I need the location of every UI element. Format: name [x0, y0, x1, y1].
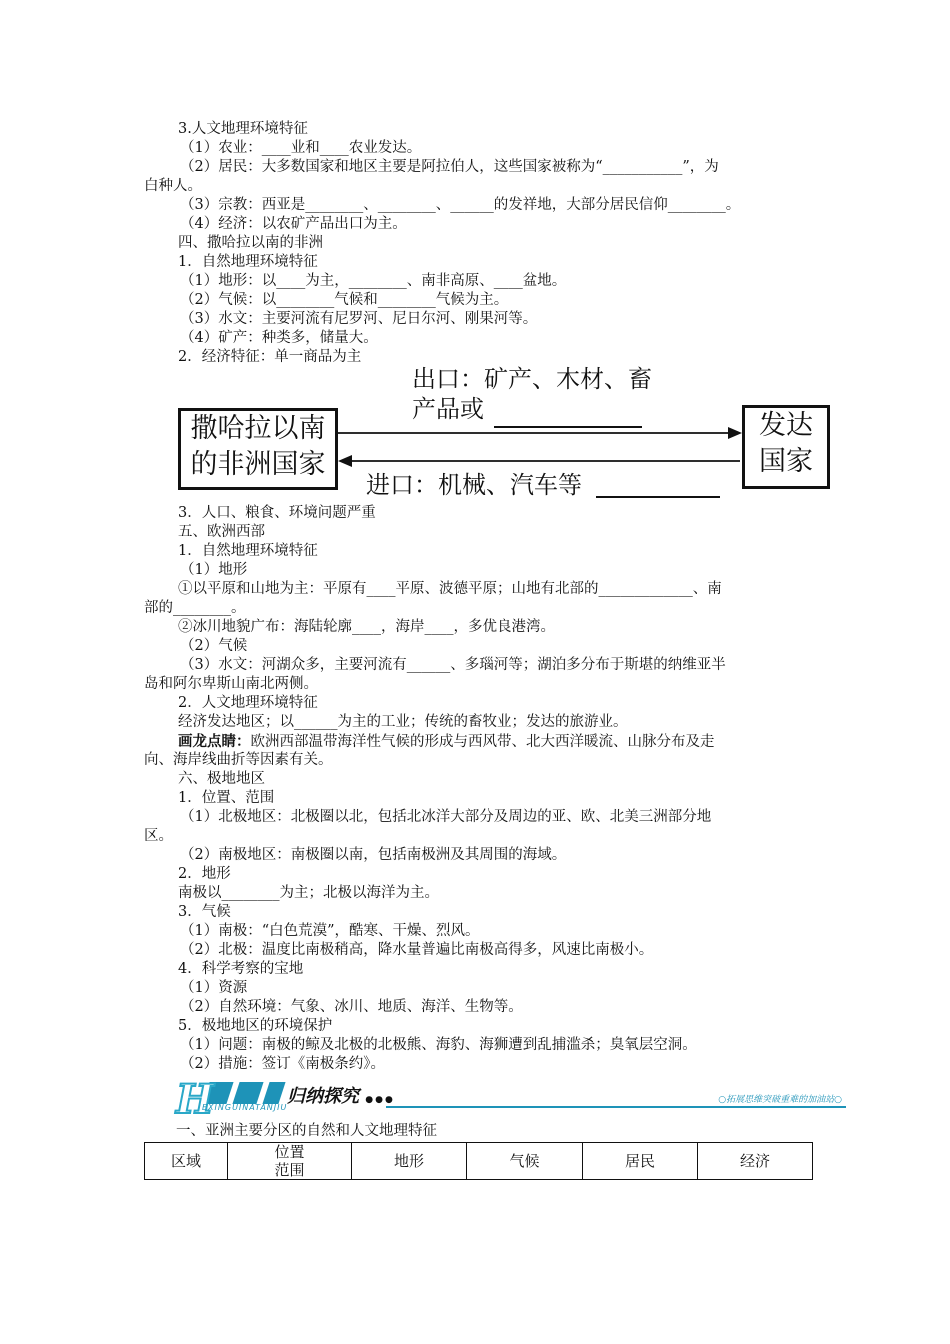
text-line [180, 310, 537, 329]
left-box-line-1: 撒哈拉以南 [190, 413, 326, 444]
text-line [180, 158, 719, 177]
line-text: 白种人。 [144, 178, 202, 194]
banner-right-text: ○拓展思维突破重难的加油站○ [718, 1095, 842, 1105]
text-line [180, 139, 421, 158]
text-line [180, 215, 407, 234]
line-text: （4）矿产：种类多，储量大。 [180, 330, 378, 346]
line-text: （1）地形 [180, 562, 248, 578]
export-label-line-1: 出口：矿产、木材、畜 [412, 365, 652, 393]
table-header-cell: 气候 [467, 1143, 583, 1180]
text-line [144, 599, 246, 618]
text-line [180, 196, 740, 215]
banner-subtitle: EXINGUINATANJIU [202, 1103, 288, 1112]
line-text: （2）措施：签订《南极条约》。 [180, 1056, 385, 1072]
text-line [178, 504, 376, 523]
line-text: （2）自然环境：气象、冰川、地质、海洋、生物等。 [180, 999, 523, 1015]
line-text: 南极以________为主；北极以海洋为主。 [178, 885, 439, 901]
import-blank [596, 496, 720, 498]
bold-lead: 画龙点睛： [178, 733, 251, 750]
text-line [178, 253, 318, 272]
table-header-row [145, 1143, 813, 1180]
table-header-position-line: 范围 [274, 1161, 305, 1179]
text-line [180, 329, 378, 348]
text-line [180, 922, 480, 941]
text-line [180, 637, 247, 656]
text-line [180, 1055, 385, 1074]
export-arrow [338, 427, 742, 439]
text-line [180, 808, 711, 827]
banner-rule [386, 1106, 846, 1108]
text-line [144, 827, 173, 846]
import-label: 进口：机械、汽车等 [366, 471, 582, 499]
line-text: （1）问题：南极的鲸及北极的北极熊、海豹、海狮遭到乱捕滥杀；臭氧层空洞。 [180, 1037, 697, 1053]
line-text: （1）农业：____业和____农业发达。 [180, 140, 422, 156]
text-line [144, 751, 333, 770]
text-line [178, 789, 274, 808]
line-text: 欧洲西部温带海洋性气候的形成与西风带、北大西洋暖流、山脉分布及走 [250, 734, 715, 750]
text-line [180, 941, 653, 960]
line-text: （2）北极：温度比南极稍高，降水量普遍比南极高得多，风速比南极小。 [180, 942, 654, 958]
text-line [178, 234, 323, 253]
line-text: （1）北极地区：北极圈以北，包括北冰洋大部分及周边的亚、欧、北美三洲部分地 [180, 809, 712, 825]
table-header-cell: 地形 [352, 1143, 467, 1180]
sub-saharan-africa-box [178, 408, 338, 490]
section-banner [176, 1076, 848, 1123]
line-text: （1）资源 [180, 980, 248, 996]
banner-title-text: 归纳探究 [287, 1086, 359, 1107]
import-arrow [338, 455, 740, 467]
table-header-cell [228, 1143, 352, 1180]
text-line [178, 770, 265, 789]
text-line [180, 272, 566, 291]
line-text: 经济发达地区；以______为主的工业；传统的畜牧业；发达的旅游业。 [178, 714, 628, 730]
line-text: 2．经济特征：单一商品为主 [178, 349, 362, 365]
text-line [180, 291, 508, 310]
line-text: 一、亚洲主要分区的自然和人文地理特征 [176, 1123, 437, 1139]
developed-countries-box [742, 405, 830, 489]
text-line [178, 120, 308, 139]
line-text: （2）居民：大多数国家和地区主要是阿拉伯人，这些国家被称为“___________”，为 [180, 159, 719, 175]
text-line [178, 542, 318, 561]
line-text: 2．地形 [178, 866, 231, 882]
text-line [144, 177, 202, 196]
line-text: 3．气候 [178, 904, 231, 920]
line-text: （2）气候：以________气候和________气候为主。 [180, 292, 509, 308]
text-line [178, 713, 628, 732]
banner-bar [262, 1082, 285, 1104]
asia-regions-table [144, 1142, 813, 1180]
left-box-line-2: 的非洲国家 [190, 449, 326, 480]
text-line [176, 1122, 437, 1141]
line-text: 六、极地地区 [178, 771, 265, 787]
text-line [178, 960, 303, 979]
export-label-line-2: 产品或 [412, 395, 484, 423]
line-text: （1）地形：以____为主，________、南非高原、____盆地。 [180, 273, 567, 289]
line-text: （3）水文：河湖众多，主要河流有______、多瑙河等；湖泊多分布于斯堪的纳维亚半 [180, 657, 726, 673]
text-line [180, 979, 247, 998]
line-text: 4．科学考察的宝地 [178, 961, 304, 977]
text-line [178, 580, 722, 599]
text-line [178, 1017, 332, 1036]
line-text: 1．自然地理环境特征 [178, 254, 318, 270]
table-header-position [228, 1143, 351, 1179]
line-text: 3．人口、粮食、环境问题严重 [178, 505, 376, 521]
text-line [180, 846, 566, 865]
text-line [180, 1036, 697, 1055]
text-line [178, 523, 265, 542]
line-text: 1．自然地理环境特征 [178, 543, 318, 559]
text-line [178, 618, 555, 637]
line-text: 部的________。 [144, 600, 246, 616]
line-text: ①以平原和山地为主：平原有____平原、波德平原；山地有北部的_____________、南 [178, 581, 722, 597]
export-blank [494, 426, 642, 428]
text-line [180, 656, 726, 675]
right-box-line-2: 国家 [759, 446, 813, 477]
line-text: 向、海岸线曲折等因素有关。 [144, 752, 333, 768]
line-text: 岛和阿尔卑斯山南北两侧。 [144, 676, 318, 692]
text-line [178, 732, 715, 752]
table-header-cell: 区域 [145, 1143, 228, 1180]
line-text: （1）南极：“白色荒漠”，酷寒、干燥、烈风。 [180, 923, 480, 939]
line-text: （2）气候 [180, 638, 248, 654]
text-line [180, 561, 247, 580]
line-text: 3.人文地理环境特征 [178, 121, 308, 137]
text-line [178, 884, 439, 903]
banner-dots: ●●● [365, 1095, 395, 1105]
text-line [178, 865, 231, 884]
line-text: 四、撒哈拉以南的非洲 [178, 235, 323, 251]
text-line [178, 694, 318, 713]
text-line [180, 998, 523, 1017]
table-header-cell: 居民 [583, 1143, 698, 1180]
text-line [178, 348, 361, 367]
banner-letter: H [176, 1076, 212, 1123]
line-text: （2）南极地区：南极圈以南，包括南极洲及其周围的海域。 [180, 847, 567, 863]
line-text: （3）宗教：西亚是________、________、______的发祥地，大部分居民信仰________。 [180, 197, 741, 213]
right-box-line-1: 发达 [759, 410, 813, 441]
line-text: 区。 [144, 828, 173, 844]
line-text: 1．位置、范围 [178, 790, 275, 806]
table-header-position-line: 位置 [274, 1143, 305, 1161]
text-line [178, 903, 231, 922]
line-text: ②冰川地貌广布：海陆轮廓____，海岸____，多优良港湾。 [178, 619, 555, 635]
line-text: （4）经济：以农矿产品出口为主。 [180, 216, 407, 232]
text-line [144, 675, 318, 694]
table-header-cell: 经济 [698, 1143, 813, 1180]
line-text: 5．极地地区的环境保护 [178, 1018, 333, 1034]
line-text: 2．人文地理环境特征 [178, 695, 318, 711]
line-text: （3）水文：主要河流有尼罗河、尼日尔河、刚果河等。 [180, 311, 538, 327]
banner-title [287, 1082, 395, 1108]
banner-bar [232, 1082, 263, 1104]
line-text: 五、欧洲西部 [178, 524, 265, 540]
